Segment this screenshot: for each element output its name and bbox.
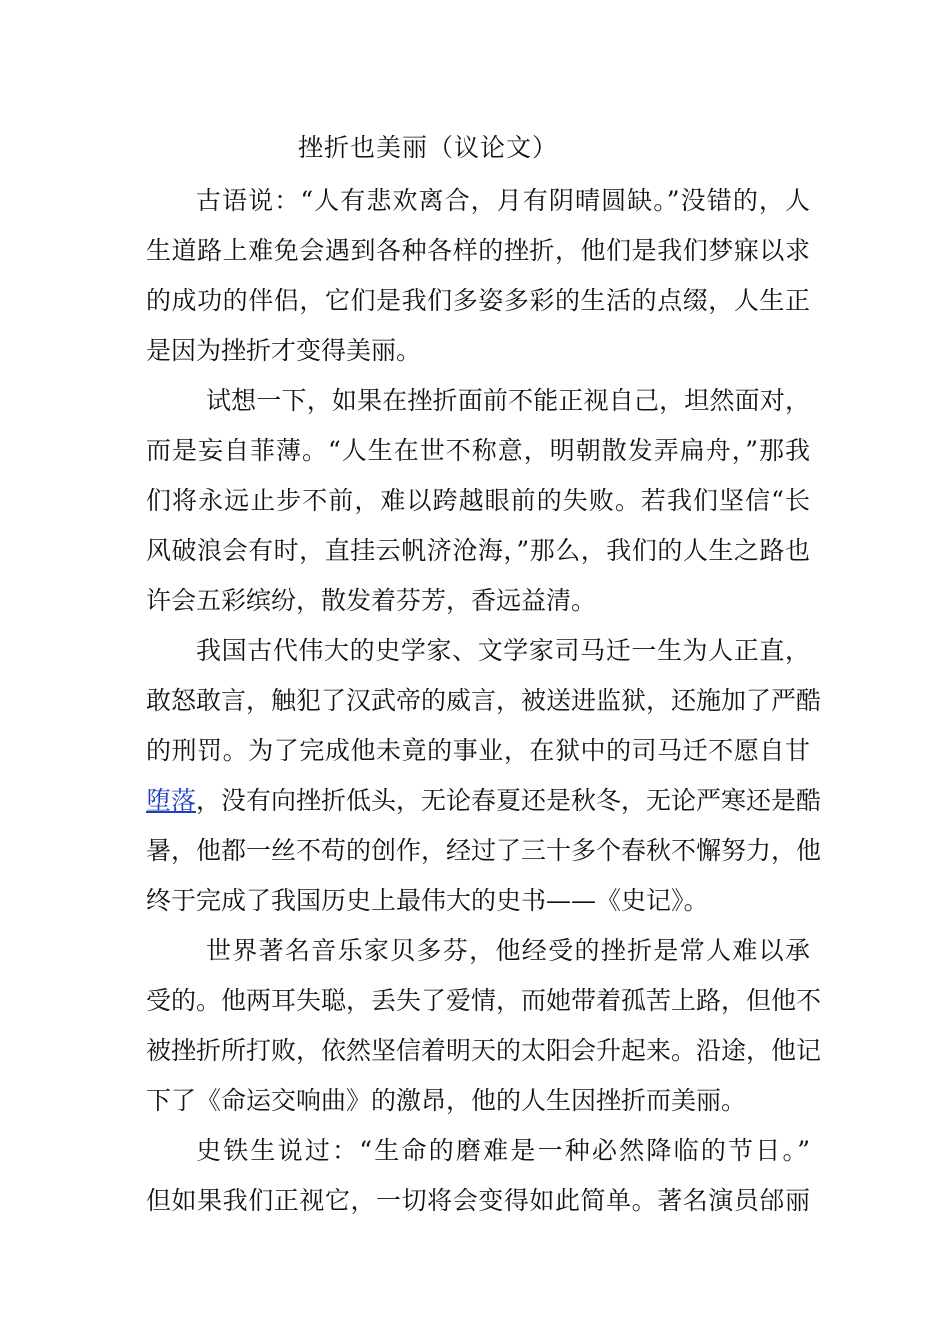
paragraph-line: 终于完成了我国历史上最伟大的史书——《史记》。: [146, 886, 709, 915]
paragraph-line: 下了《命运交响曲》的激昂，他的人生因挫折而美丽。: [146, 1086, 747, 1115]
paragraph-line: 被挫折所打败，依然坚信着明天的太阳会升起来。沿途，他记: [146, 1036, 822, 1065]
paragraph-line: 敢怒敢言，触犯了汉武帝的威言，被送进监狱，还施加了严酷: [146, 686, 822, 715]
paragraph-line: 受的。他两耳失聪，丢失了爱情，而她带着孤苦上路，但他不: [146, 986, 822, 1015]
paragraph-line: 生道路上难免会遇到各种各样的挫折，他们是我们梦寐以求: [146, 236, 810, 265]
paragraph-line: 许会五彩缤纷，散发着芬芳，香远益清。: [146, 586, 597, 615]
paragraph-line: 试想一下，如果在挫折面前不能正视自己，坦然面对，: [206, 386, 810, 415]
paragraph-line: 古语说：“人有悲欢离合，月有阴晴圆缺。”没错的，人: [196, 186, 810, 215]
paragraph-line: 们将永远止步不前，难以跨越眼前的失败。若我们坚信“长: [146, 486, 810, 515]
paragraph-line: 风破浪会有时，直挂云帆济沧海，”那么，我们的人生之路也: [146, 536, 810, 565]
paragraph-line: 暑，他都一丝不苟的创作，经过了三十多个春秋不懈努力，他: [146, 836, 822, 865]
paragraph-line: 但如果我们正视它，一切将会变得如此简单。著名演员邰丽: [146, 1186, 810, 1215]
paragraph-line: 而是妄自菲薄。“人生在世不称意，明朝散发弄扁舟，”那我: [146, 436, 810, 465]
document-title: 挫折也美丽（议论文）: [298, 133, 559, 162]
paragraph-line: 我国古代伟大的史学家、文学家司马迁一生为人正直，: [196, 636, 810, 665]
paragraph-line: 的成功的伴侣，它们是我们多姿多彩的生活的点缀，人生正: [146, 286, 810, 315]
paragraph-line: 世界著名音乐家贝多芬，他经受的挫折是常人难以承: [206, 936, 810, 965]
hyperlink[interactable]: 堕落: [146, 786, 197, 815]
paragraph-line-rest: ，没有向挫折低头，无论春夏还是秋冬，无论严寒还是酷: [196, 786, 822, 815]
paragraph-line: 是因为挫折才变得美丽。: [146, 336, 422, 365]
paragraph-line: 史铁生说过：“生命的磨难是一种必然降临的节日。”: [196, 1136, 810, 1165]
paragraph-line-with-link: [146, 782, 822, 820]
paragraph-line: 的刑罚。为了完成他未竟的事业，在狱中的司马迁不愿自甘: [146, 736, 810, 765]
